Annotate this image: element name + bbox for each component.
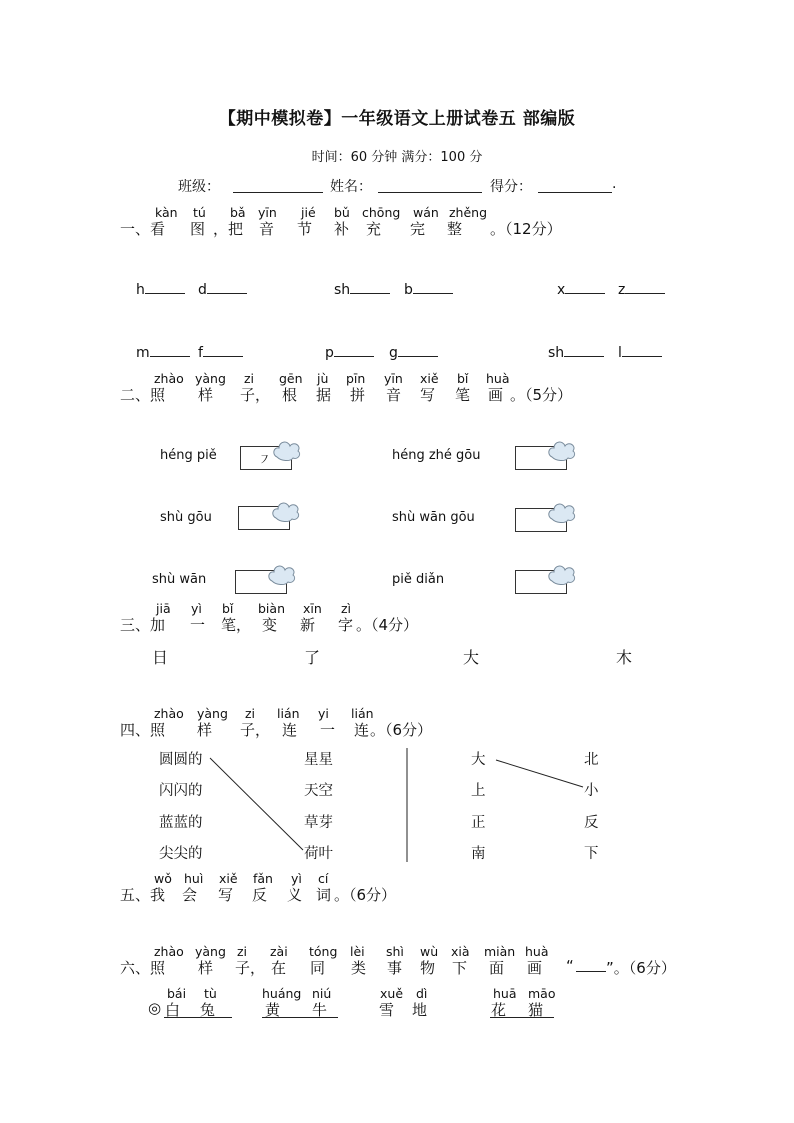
q6-char: 面	[489, 959, 505, 977]
q6-group-char[interactable]: 猫	[528, 1001, 544, 1019]
q3-word: 日	[152, 648, 169, 667]
match-left-noun[interactable]: 草芽	[304, 815, 333, 831]
q1-blank-item[interactable]: b	[404, 281, 453, 298]
q1-blank-item[interactable]: sh	[334, 281, 390, 298]
q5-char: 我	[150, 886, 166, 904]
q4-char: 子，	[240, 721, 271, 739]
q4-char: 样	[197, 721, 213, 739]
q6-group-pinyin: māo	[528, 986, 556, 1001]
q6-quote-open: “	[566, 957, 574, 975]
match-right-opposite[interactable]: 小	[584, 783, 599, 799]
q1-pinyin: chōng	[362, 205, 401, 220]
match-left-modifier[interactable]: 蓝蓝的	[159, 815, 203, 831]
q6-pinyin: xià	[451, 944, 470, 959]
match-right-opposite[interactable]: 北	[584, 752, 599, 768]
q5-char: 反	[252, 886, 268, 904]
q3-char: 新	[300, 616, 316, 634]
q2-pinyin: zi	[244, 371, 255, 386]
match-left-modifier[interactable]: 尖尖的	[159, 846, 203, 862]
q6-pinyin: miàn	[484, 944, 516, 959]
q2-char: 据	[316, 386, 332, 404]
q1-blank-item[interactable]: m	[136, 344, 190, 361]
q2-pinyin: gēn	[279, 371, 303, 386]
q6-group-pinyin: dì	[416, 986, 428, 1001]
stroke-name-heng-pie: héng piě	[160, 448, 217, 463]
q4-char: 连	[354, 721, 370, 739]
q2-char: 子，	[240, 386, 271, 404]
q1-char: ，把	[213, 220, 244, 238]
q1-pinyin: bǎ	[230, 205, 246, 220]
example-match-line	[210, 758, 303, 850]
q5-char: 会	[182, 886, 198, 904]
end-dot: .	[612, 176, 617, 192]
q1-pinyin: kàn	[155, 205, 178, 220]
q2-pinyin: huà	[486, 371, 510, 386]
q4-pinyin: lián	[277, 706, 300, 721]
match-right-opposite[interactable]: 下	[584, 846, 599, 862]
q3-word: 大	[463, 648, 480, 667]
score-label: 得分：	[490, 179, 532, 195]
q1-number: 一、	[120, 220, 151, 238]
q6-group-pinyin: xuě	[380, 986, 404, 1001]
q2-char: 笔	[455, 386, 471, 404]
q6-group-pinyin: huáng	[262, 986, 302, 1001]
q4-number: 四、	[120, 721, 151, 739]
q6-char: 照	[150, 959, 166, 977]
q2-pinyin: bǐ	[457, 371, 469, 386]
exam-time-score: 时间：60 分钟 满分：100 分	[311, 150, 483, 165]
q3-char: 一	[190, 616, 206, 634]
q6-underline-sample	[576, 970, 606, 972]
q6-group-pinyin: bái	[167, 986, 187, 1001]
q2-pinyin: yàng	[195, 371, 226, 386]
q5-pinyin: xiě	[219, 871, 238, 886]
q1-pinyin: jié	[301, 205, 316, 220]
q6-char: 下	[452, 959, 468, 977]
q2-char: 拼	[350, 386, 366, 404]
stroke-name-pie-dian: piě diǎn	[392, 572, 445, 587]
stroke-name-shu-gou: shù gōu	[160, 510, 212, 525]
q5-pinyin: wǒ	[154, 871, 172, 886]
q6-pinyin: zi	[237, 944, 248, 959]
q4-char: 一	[320, 721, 336, 739]
q2-pinyin: jù	[317, 371, 329, 386]
q6-number: 六、	[120, 959, 151, 977]
q1-char: 完	[410, 220, 426, 238]
q2-char: 根	[282, 386, 298, 404]
q3-word: 了	[304, 648, 321, 667]
q6-group-char[interactable]: 地	[412, 1001, 428, 1019]
match-right-opposite[interactable]: 反	[584, 815, 599, 831]
q4-score: 。（6分）	[370, 721, 433, 739]
example-match-line	[496, 760, 583, 787]
q3-char: 字	[338, 616, 354, 634]
q3-pinyin: zì	[341, 601, 352, 616]
q1-pinyin: yīn	[258, 205, 277, 220]
q4-pinyin: zhào	[154, 706, 184, 721]
q3-score: 。（4分）	[356, 616, 419, 634]
match-left-modifier[interactable]: 圆圆的	[159, 752, 203, 768]
q4-char: 照	[150, 721, 166, 739]
q1-char: 补	[334, 220, 350, 238]
q5-pinyin: yì	[291, 871, 302, 886]
class-label: 班级：	[178, 179, 220, 195]
q3-word: 木	[616, 648, 633, 667]
match-right-word[interactable]: 正	[471, 815, 486, 831]
q3-char: 加	[150, 616, 166, 634]
q1-blank-item[interactable]: z	[618, 281, 665, 298]
q2-pinyin: pīn	[346, 371, 366, 386]
q4-pinyin: lián	[351, 706, 374, 721]
q6-pinyin: zhào	[154, 944, 184, 959]
q5-score: 。（6分）	[334, 886, 397, 904]
q1-char: 节	[297, 220, 313, 238]
q6-char: 在	[271, 959, 287, 977]
q4-pinyin: yàng	[197, 706, 228, 721]
q1-pinyin: wán	[413, 205, 439, 220]
q6-group-char[interactable]: 黄	[265, 1001, 281, 1019]
q1-pinyin: zhěng	[449, 205, 488, 220]
q6-group-char[interactable]: 花	[491, 1001, 507, 1019]
q6-char: 事	[387, 959, 403, 977]
q1-blank-item[interactable]: d	[198, 281, 247, 298]
stroke-name-heng-zhe-gou: héng zhé gōu	[392, 448, 481, 463]
q6-score: ”。（6分）	[606, 959, 676, 977]
page-title: 【期中模拟卷】一年级语文上册试卷五 部编版	[218, 109, 576, 129]
q3-pinyin: yì	[191, 601, 202, 616]
q5-pinyin: huì	[184, 871, 204, 886]
q6-group-pinyin: niú	[312, 986, 332, 1001]
q1-blank-item[interactable]: x	[557, 281, 605, 298]
q2-char: 写	[420, 386, 436, 404]
q1-blank-item[interactable]: p	[325, 344, 374, 361]
q3-pinyin: jiā	[156, 601, 171, 616]
q1-char: 充	[366, 220, 382, 238]
match-left-modifier[interactable]: 闪闪的	[159, 783, 203, 799]
q3-char: 变	[262, 616, 278, 634]
match-left-noun[interactable]: 星星	[304, 752, 333, 768]
q3-char: 笔，	[221, 616, 252, 634]
q2-score: 。（5分）	[510, 386, 573, 404]
q6-group-underline	[490, 1016, 554, 1018]
q3-pinyin: xīn	[303, 601, 322, 616]
match-left-noun[interactable]: 荷叶	[304, 846, 333, 862]
q3-number: 三、	[120, 616, 151, 634]
q2-pinyin: xiě	[420, 371, 439, 386]
q6-pinyin: wù	[420, 944, 439, 959]
q6-char: 样	[198, 959, 214, 977]
q2-pinyin: yīn	[384, 371, 403, 386]
q1-char: 看	[150, 220, 166, 238]
q1-char: 音	[259, 220, 275, 238]
example-marker: ◎	[148, 999, 162, 1017]
q5-number: 五、	[120, 886, 151, 904]
stroke-name-shu-wan-gou: shù wān gōu	[392, 510, 475, 525]
q6-group-underline	[262, 1016, 338, 1018]
q1-pinyin: tú	[193, 205, 206, 220]
q1-blank-item[interactable]: sh	[548, 344, 604, 361]
q6-char: 画	[527, 959, 543, 977]
q6-char: 类	[351, 959, 367, 977]
q1-blank-item[interactable]: g	[389, 344, 438, 361]
q6-group-pinyin: huā	[493, 986, 517, 1001]
q6-group-underline	[164, 1016, 232, 1018]
q6-pinyin: shì	[386, 944, 404, 959]
q6-pinyin: yàng	[195, 944, 226, 959]
q2-char: 音	[386, 386, 402, 404]
q3-pinyin: biàn	[258, 601, 285, 616]
q4-pinyin: yi	[318, 706, 329, 721]
stroke-name-shu-wan: shù wān	[152, 572, 207, 587]
q2-char: 照	[150, 386, 166, 404]
q1-blank-item[interactable]: h	[136, 281, 185, 298]
q6-group-char[interactable]: 白	[165, 1001, 181, 1019]
q4-char: 连	[282, 721, 298, 739]
match-right-word[interactable]: 南	[471, 846, 486, 862]
q5-char: 义	[287, 886, 303, 904]
match-left-noun[interactable]: 天空	[304, 783, 333, 799]
q2-char: 画	[488, 386, 504, 404]
q5-pinyin: fǎn	[253, 871, 273, 886]
q3-pinyin: bǐ	[222, 601, 234, 616]
q6-group-char[interactable]: 牛	[312, 1001, 328, 1019]
q2-char: 样	[198, 386, 214, 404]
q6-char: 同	[310, 959, 326, 977]
match-right-word[interactable]: 上	[471, 783, 486, 799]
q4-pinyin: zi	[245, 706, 256, 721]
q1-char: 整	[447, 220, 463, 238]
q6-group-char[interactable]: 兔	[200, 1001, 216, 1019]
q1-blank-item[interactable]: f	[198, 344, 243, 361]
q5-char: 写	[218, 886, 234, 904]
q1-char: 图	[190, 220, 206, 238]
q2-pinyin: zhào	[154, 371, 184, 386]
q1-blank-item[interactable]: l	[618, 344, 662, 361]
q6-group-char[interactable]: 雪	[379, 1001, 395, 1019]
q1-score: 。（12分）	[490, 220, 562, 238]
q6-pinyin: tóng	[309, 944, 338, 959]
match-right-word[interactable]: 大	[471, 752, 486, 768]
q6-char: 物	[420, 959, 436, 977]
name-label: 姓名：	[330, 179, 372, 195]
q5-char: 词	[316, 886, 332, 904]
q1-pinyin: bǔ	[334, 205, 350, 220]
q5-pinyin: cí	[318, 871, 329, 886]
q6-char: 子，	[235, 959, 266, 977]
q2-number: 二、	[120, 386, 151, 404]
example-stroke: ㇇	[258, 453, 272, 468]
q6-pinyin: zài	[270, 944, 288, 959]
q6-pinyin: huà	[525, 944, 549, 959]
q6-group-pinyin: tù	[204, 986, 217, 1001]
q6-pinyin: lèi	[350, 944, 365, 959]
